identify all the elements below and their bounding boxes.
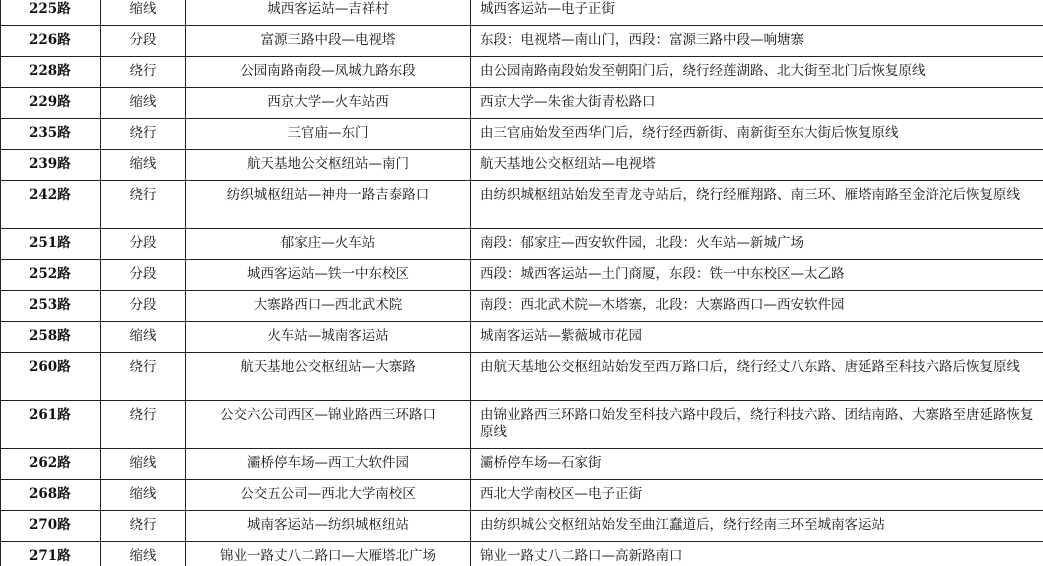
table-row: [1, 511, 1043, 542]
table-row: [1, 322, 1043, 353]
original-route-cell: 纺织城枢纽站—神舟一路吉泰路口: [186, 181, 471, 229]
original-route-cell: 大寨路西口—西北武术院: [186, 291, 471, 322]
original-route-cell: 公园南路南段—凤城九路东段: [186, 57, 471, 88]
adjusted-route-cell: 航天基地公交枢纽站—电视塔: [471, 150, 1043, 181]
change-type-cell: 分段: [101, 260, 186, 291]
adjusted-route-cell: 由纺织城公交枢纽站始发至曲江蠢道后，绕行经南三环至城南客运站: [471, 511, 1043, 542]
route-number-cell: 258路: [1, 322, 101, 353]
adjusted-route-cell: 由锦业路西三环路口始发至科技六路中段后，绕行科技六路、团结南路、大寨路至唐延路恢复原线: [471, 401, 1043, 449]
original-route-cell: 航天基地公交枢纽站—大寨路: [186, 353, 471, 401]
original-route-cell: 火车站—城南客运站: [186, 322, 471, 353]
original-route-cell: 公交五公司—西北大学南校区: [186, 480, 471, 511]
route-number-cell: 268路: [1, 480, 101, 511]
table-row: [1, 401, 1043, 449]
route-number-cell: 242路: [1, 181, 101, 229]
route-number-cell: 251路: [1, 229, 101, 260]
table-row: [1, 260, 1043, 291]
adjusted-route-cell: 南段：西北武术院—木塔寨，北段：大寨路西口—西安软件园: [471, 291, 1043, 322]
table-row: [1, 0, 1043, 26]
original-route-cell: 富源三路中段—电视塔: [186, 26, 471, 57]
adjusted-route-cell: 西段：城西客运站—土门商厦，东段：铁一中东校区—太乙路: [471, 260, 1043, 291]
table-row: [1, 150, 1043, 181]
table-row: [1, 542, 1043, 566]
original-route-cell: 城西客运站—吉祥村: [186, 0, 471, 26]
adjusted-route-cell: 东段：电视塔—南山门，西段：富源三路中段—响塘寨: [471, 26, 1043, 57]
route-number-cell: 260路: [1, 353, 101, 401]
table-row: [1, 26, 1043, 57]
change-type-cell: 缩线: [101, 322, 186, 353]
table-row: [1, 353, 1043, 401]
route-number-cell: 261路: [1, 401, 101, 449]
change-type-cell: 绕行: [101, 181, 186, 229]
change-type-cell: 缩线: [101, 542, 186, 566]
change-type-cell: 绕行: [101, 119, 186, 150]
adjusted-route-cell: 城南客运站—紫薇城市花园: [471, 322, 1043, 353]
table-row: [1, 57, 1043, 88]
change-type-cell: 缩线: [101, 0, 186, 26]
original-route-cell: 城西客运站—铁一中东校区: [186, 260, 471, 291]
table-row: [1, 88, 1043, 119]
original-route-cell: 航天基地公交枢纽站—南门: [186, 150, 471, 181]
change-type-cell: 缩线: [101, 449, 186, 480]
adjusted-route-cell: 城西客运站—电子正街: [471, 0, 1043, 26]
route-number-cell: 262路: [1, 449, 101, 480]
route-number-cell: 235路: [1, 119, 101, 150]
table-row: [1, 449, 1043, 480]
change-type-cell: 缩线: [101, 88, 186, 119]
table-row: [1, 480, 1043, 511]
original-route-cell: 公交六公司西区—锦业路西三环路口: [186, 401, 471, 449]
route-number-cell: 239路: [1, 150, 101, 181]
adjusted-route-cell: 由三官庙始发至西华门后，绕行经西新街、南新街至东大街后恢复原线: [471, 119, 1043, 150]
route-number-cell: 229路: [1, 88, 101, 119]
original-route-cell: 锦业一路丈八二路口—大雁塔北广场: [186, 542, 471, 566]
change-type-cell: 分段: [101, 229, 186, 260]
change-type-cell: 分段: [101, 26, 186, 57]
route-number-cell: 253路: [1, 291, 101, 322]
adjusted-route-cell: 锦业一路丈八二路口—高新路南口: [471, 542, 1043, 566]
original-route-cell: 灞桥停车场—西工大软件园: [186, 449, 471, 480]
route-number-cell: 225路: [1, 0, 101, 26]
adjusted-route-cell: 南段：郁家庄—西安软件园，北段：火车站—新城广场: [471, 229, 1043, 260]
adjusted-route-cell: 由公园南路南段始发至朝阳门后，绕行经莲湖路、北大街至北门后恢复原线: [471, 57, 1043, 88]
adjusted-route-cell: 由纺织城枢纽站始发至青龙寺站后，绕行经雁翔路、南三环、雁塔南路至金浒沱后恢复原线: [471, 181, 1043, 229]
adjusted-route-cell: 灞桥停车场—石家街: [471, 449, 1043, 480]
original-route-cell: 郁家庄—火车站: [186, 229, 471, 260]
route-number-cell: 252路: [1, 260, 101, 291]
adjusted-route-cell: 西京大学—朱雀大街青松路口: [471, 88, 1043, 119]
change-type-cell: 缩线: [101, 480, 186, 511]
original-route-cell: 西京大学—火车站西: [186, 88, 471, 119]
change-type-cell: 绕行: [101, 511, 186, 542]
table-row: [1, 291, 1043, 322]
change-type-cell: 绕行: [101, 401, 186, 449]
original-route-cell: 三官庙—东门: [186, 119, 471, 150]
route-number-cell: 270路: [1, 511, 101, 542]
adjusted-route-cell: 西北大学南校区—电子正街: [471, 480, 1043, 511]
change-type-cell: 分段: [101, 291, 186, 322]
table-row: [1, 119, 1043, 150]
change-type-cell: 缩线: [101, 150, 186, 181]
route-number-cell: 228路: [1, 57, 101, 88]
adjusted-route-cell: 由航天基地公交枢纽站始发至西万路口后，绕行经丈八东路、唐延路至科技六路后恢复原线: [471, 353, 1043, 401]
original-route-cell: 城南客运站—纺织城枢纽站: [186, 511, 471, 542]
route-number-cell: 271路: [1, 542, 101, 566]
route-number-cell: 226路: [1, 26, 101, 57]
change-type-cell: 绕行: [101, 353, 186, 401]
change-type-cell: 绕行: [101, 57, 186, 88]
table-row: [1, 229, 1043, 260]
table-row: [1, 181, 1043, 229]
